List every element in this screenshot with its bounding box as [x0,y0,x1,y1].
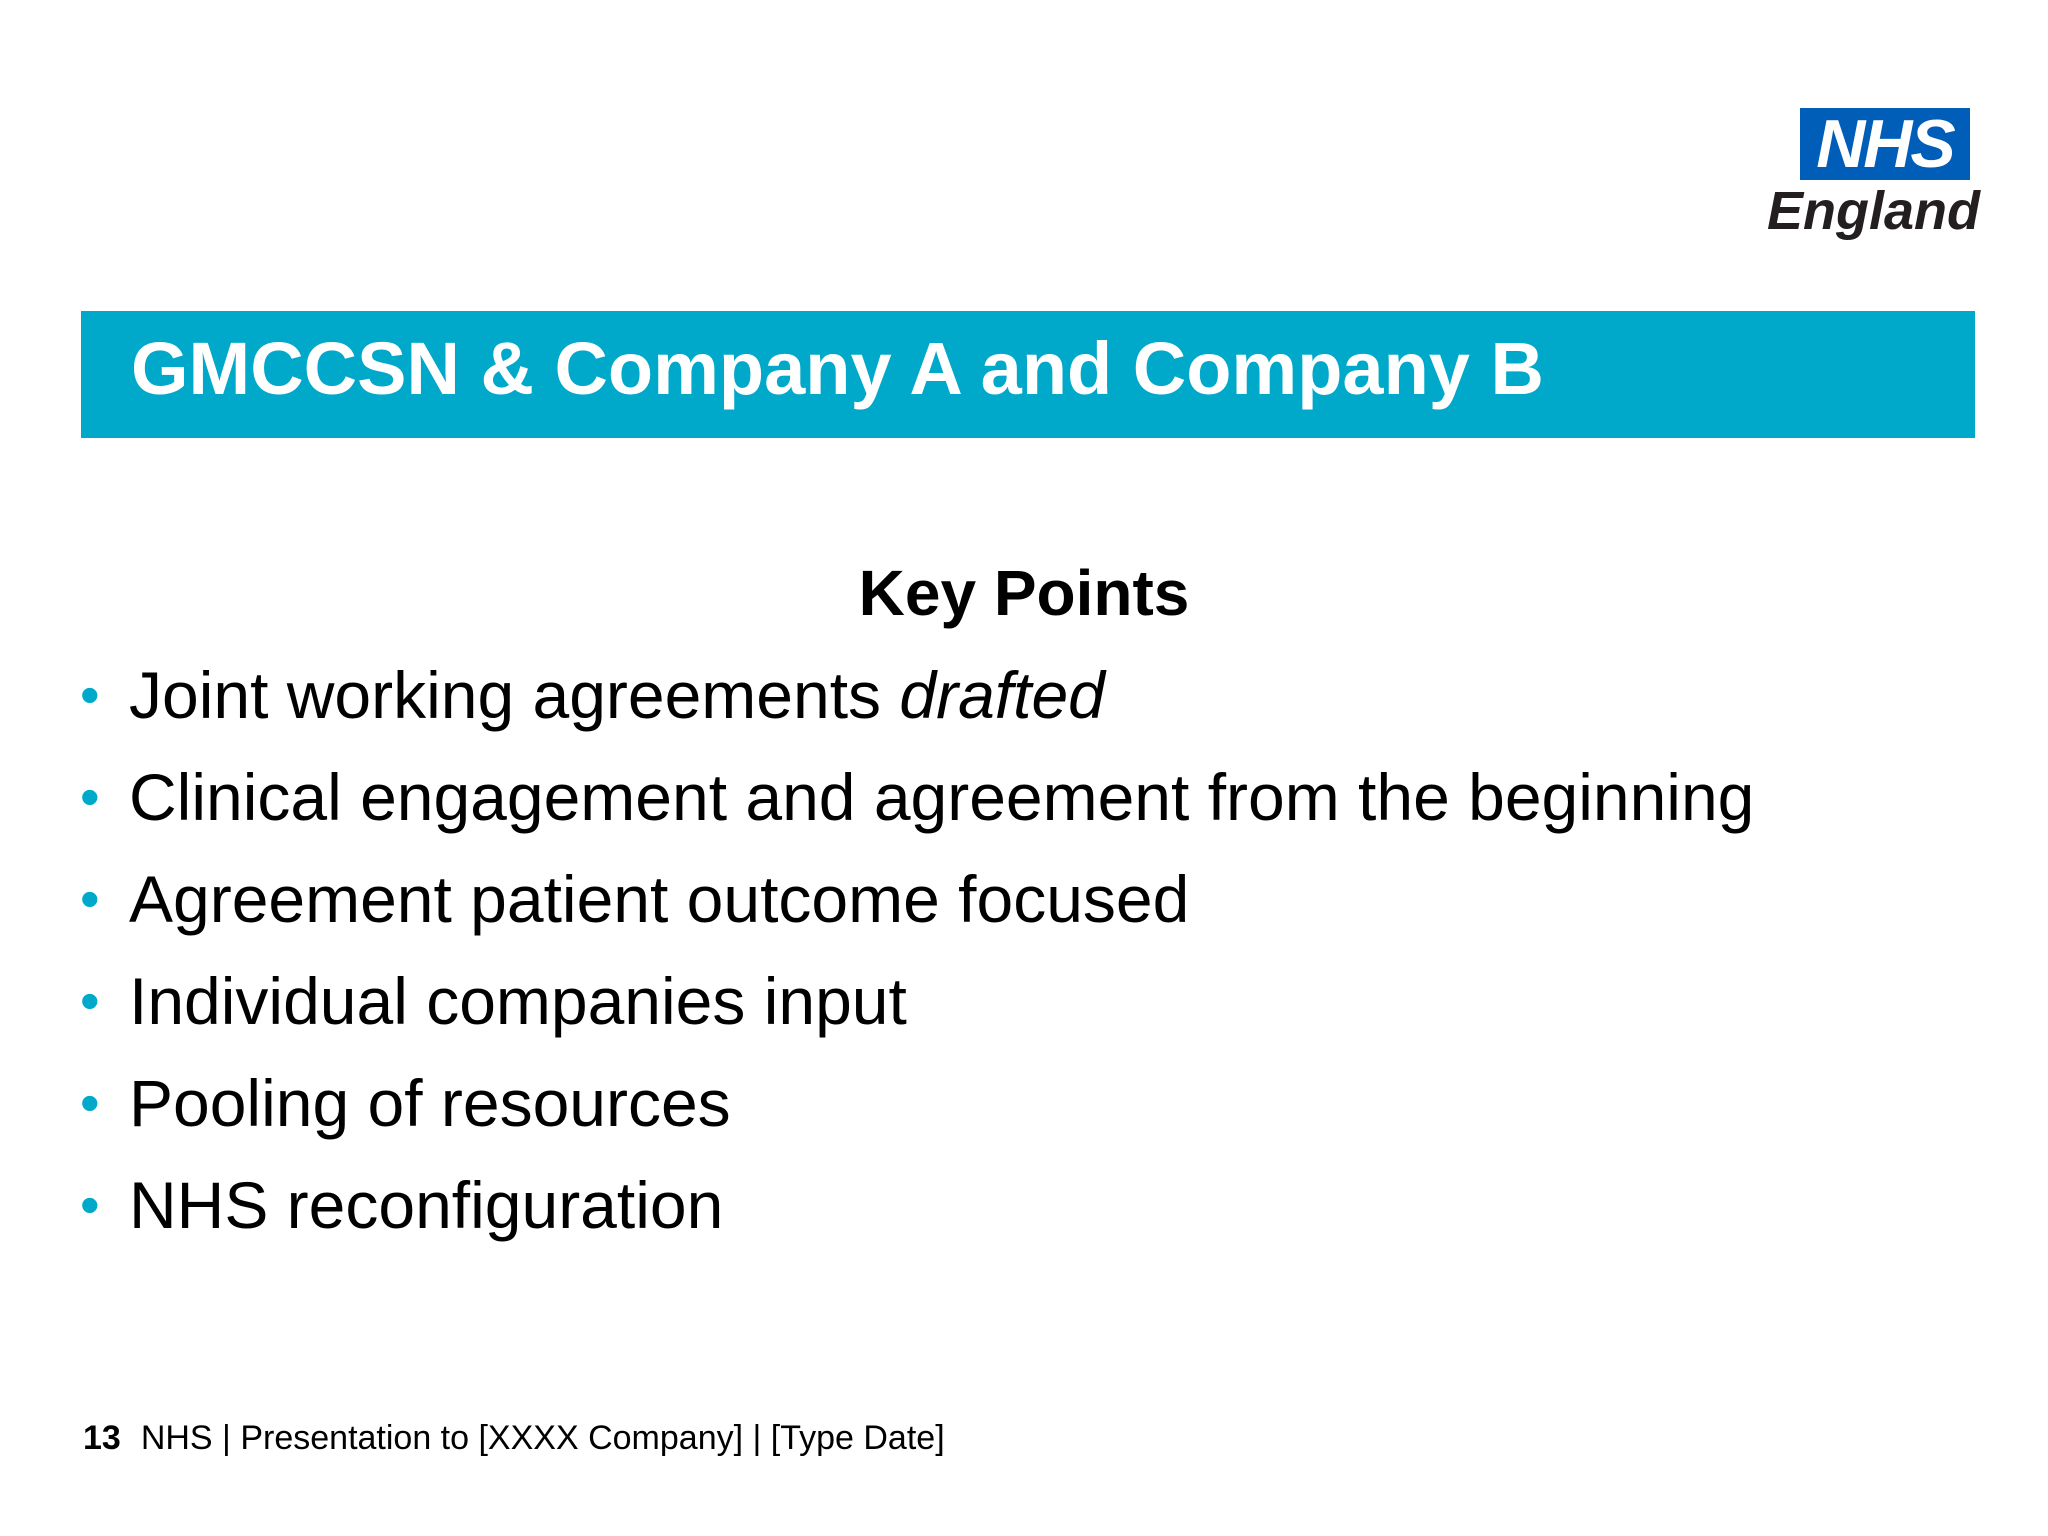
key-points-heading: Key Points [858,557,1190,629]
bullet-item [80,1165,1754,1267]
footer-text: NHS | Presentation to [XXXX Company] | [Type Date] [140,1419,945,1457]
bullet-item [80,859,1754,961]
page-number: 13 [83,1419,121,1457]
bullet-icon: • [80,1071,100,1134]
bullet-icon: • [80,663,100,726]
bullet-item [80,961,1754,1063]
nhs-logo-box [1800,108,1970,180]
bullet-text: Agreement patient outcome focused [129,862,1190,936]
bullet-text: Clinical engagement and agreement from the beginning [129,760,1755,834]
nhs-england-logo [1750,108,1980,248]
title-bar [81,311,1975,438]
bullet-text: Individual companies input [129,964,907,1038]
bullet-item [80,757,1754,859]
bullet-icon: • [80,1173,100,1236]
bullet-text: Joint working agreements [129,658,900,732]
bullet-icon: • [80,765,100,828]
nhs-logo-mark: NHS [1816,106,1954,182]
slide-footer [83,1418,945,1459]
bullet-item [80,655,1754,757]
bullet-icon: • [80,969,100,1032]
bullet-emphasis: drafted [899,658,1105,732]
slide-title: GMCCSN & Company A and Company B [131,327,1544,410]
bullet-text: Pooling of resources [129,1066,731,1140]
bullet-item [80,1063,1754,1165]
bullet-list [80,655,1754,1267]
nhs-logo-subtitle: England [1767,181,1980,241]
bullet-icon: • [80,867,100,930]
bullet-text: NHS reconfiguration [129,1168,724,1242]
